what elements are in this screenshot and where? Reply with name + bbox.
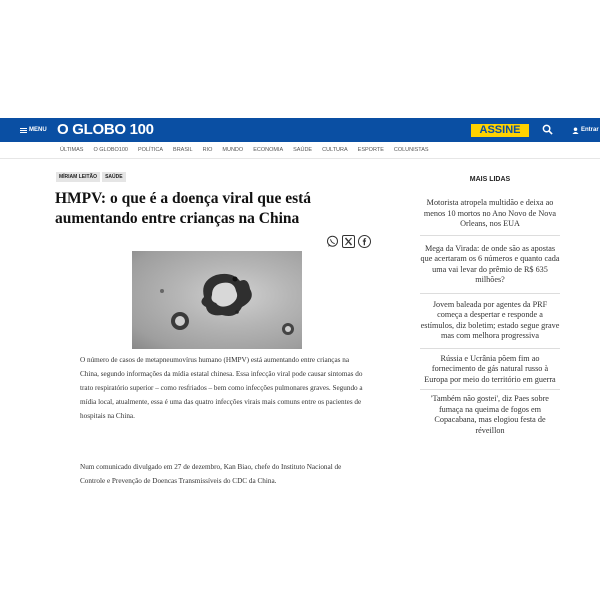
- menu-button[interactable]: [20, 118, 47, 142]
- nav-item-saude[interactable]: SAÚDE: [293, 147, 313, 153]
- login-label: Entrar: [581, 127, 599, 133]
- most-read-item[interactable]: Rússia e Ucrânia põem fim ao fornecimento de gás natural russo à Europa por meio do território em guerra: [420, 348, 560, 390]
- site-logo[interactable]: O GLOBO 100: [57, 121, 154, 138]
- article-paragraph: O número de casos de metapneumovírus humano (HMPV) está aumentando entre crianças na China, segundo informações da mídia estatal chinesa. Essa infecção viral pode causar sintomas do trato respiratório superior – como resfriados – bem como infecções pulmonares graves. Segundo a mídia local, atualmente, essa é uma das quatro infecções virais mais comuns entre os pacientes de hospitais na China.: [80, 356, 363, 420]
- most-read-item[interactable]: Jovem baleada por agentes da PRF começa a despertar e responde a estímulos, diz boletim; estado segue grave mas com melhora progressiva: [420, 293, 560, 348]
- virus-micrograph-illustration: [132, 251, 302, 349]
- section-nav: [0, 142, 600, 159]
- nav-item-mundo[interactable]: MUNDO: [222, 147, 244, 153]
- nav-item-economia[interactable]: ECONOMIA: [253, 147, 284, 153]
- nav-item-brasil[interactable]: BRASIL: [173, 147, 193, 153]
- most-read-item[interactable]: Motorista atropela multidão e deixa ao menos 10 mortos no Ano Novo de Nova Orleans, nos EUA: [423, 198, 557, 228]
- nav-item-rio[interactable]: RIO: [202, 147, 213, 153]
- most-read-title: MAIS LIDAS: [469, 176, 511, 183]
- most-read-item[interactable]: 'Também não gostei', diz Paes sobre fumaça na queima de fogos em Copacabana, mas elogiou festa de réveillon: [420, 389, 560, 441]
- subscribe-button[interactable]: ASSINE: [471, 124, 529, 137]
- tag-section[interactable]: SAÚDE: [102, 172, 126, 182]
- facebook-icon[interactable]: [358, 235, 371, 248]
- article-headline: HMPV: o que é a doença viral que está aumentando entre crianças na China: [55, 190, 312, 227]
- search-icon[interactable]: [542, 124, 553, 135]
- most-read-item[interactable]: Mega da Virada: de onde são as apostas que acertaram os 6 números e quanto cada uma vai levar do prêmio de R$ 635 milhões?: [420, 235, 560, 293]
- user-icon: [572, 127, 579, 134]
- nav-item-cultura[interactable]: CULTURA: [322, 147, 348, 153]
- tag-author[interactable]: MÍRIAM LEITÃO: [56, 172, 100, 182]
- whatsapp-icon[interactable]: [326, 235, 339, 248]
- nav-item-colunistas[interactable]: COLUNISTAS: [393, 147, 429, 153]
- share-buttons: [326, 235, 374, 248]
- top-header-bar: [0, 118, 600, 142]
- article-paragraph: Num comunicado divulgado em 27 de dezembro, Kan Biao, chefe do Instituto Nacional de Controle e Prevenção de Doencas Transmissíveis do CDC da China.: [80, 463, 342, 485]
- nav-item-politica[interactable]: POLÍTICA: [137, 147, 164, 153]
- x-twitter-icon[interactable]: [342, 235, 355, 248]
- most-read-list: [420, 190, 560, 441]
- nav-item-ultimas[interactable]: ÚLTIMAS: [60, 147, 84, 153]
- article-tags: [56, 172, 128, 182]
- hamburger-icon: [20, 127, 27, 134]
- article-image-virus-micrograph: [132, 251, 302, 349]
- nav-item-esporte[interactable]: ESPORTE: [357, 147, 384, 153]
- login-button[interactable]: [572, 118, 599, 142]
- menu-label: MENU: [29, 127, 47, 133]
- nav-item-o-globo100[interactable]: O GLOBO100: [93, 147, 128, 153]
